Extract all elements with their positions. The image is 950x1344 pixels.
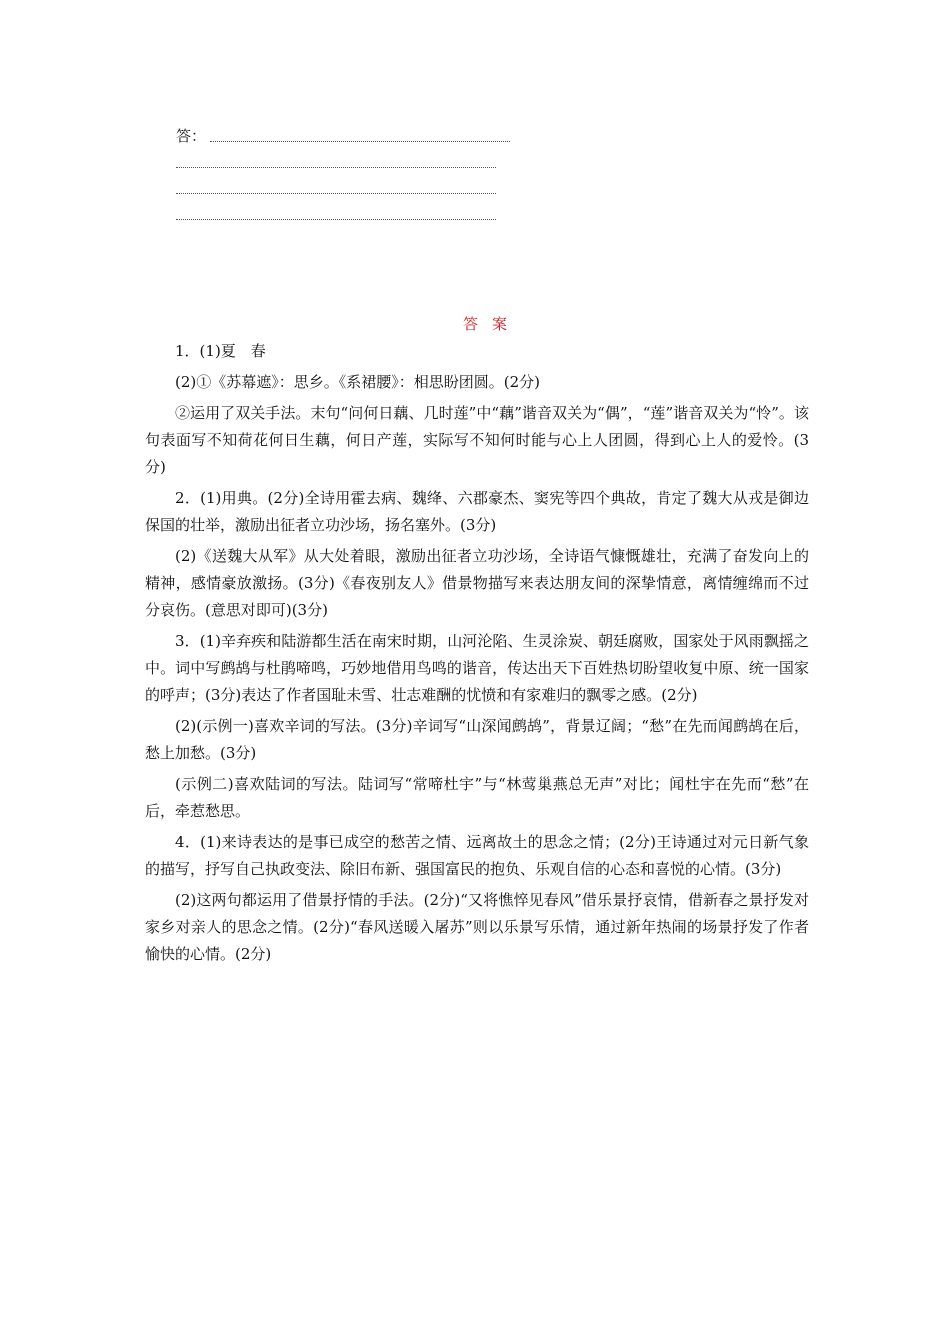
answer-row-2 xyxy=(176,146,516,172)
answer-paragraph: ②运用了双关手法。末句“问何日藕、几时莲”中“藕”谐音双关为“偶”，“莲”谐音双关为“怜”。该句表面写不知荷花何日生藕，何日产莲，实际写不知何时能与心上人团圆，得到心上人的爱怜。(3分) xyxy=(145,404,809,476)
answer-blank-line[interactable] xyxy=(210,141,510,142)
answer-paragraph: (2)①《苏幕遮》：思乡。《系裙腰》：相思盼团圆。(2分) xyxy=(175,373,540,391)
answer-paragraph: 2．(1)用典。(2分)全诗用霍去病、魏绛、六郡豪杰、窦宪等四个典故，肯定了魏大从戎是御边保国的壮举，激励出征者立功沙场，扬名塞外。(3分) xyxy=(145,489,809,534)
answer-area xyxy=(176,120,516,224)
answer-paragraph: (2)(示例一)喜欢辛词的写法。(3分)辛词写“山深闻鹧鸪”，背景辽阔；“愁”在先而闻鹧鸪在后，愁上加愁。(3分) xyxy=(145,717,809,762)
answers-body xyxy=(145,338,809,972)
answer-paragraph: (2)这两句都运用了借景抒情的手法。(2分)“又将憔悴见春风”借乐景抒哀情，借新春之景抒发对家乡对亲人的思念之情。(2分)“春风送暖入屠苏”则以乐景写乐情，通过新年热闹的场景抒发了作者愉快的心情。(2分) xyxy=(145,891,809,963)
answer-paragraph: 4．(1)来诗表达的是事已成空的愁苦之情、远离故土的思念之情；(2分)王诗通过对元日新气象的描写，抒写自己执政变法、除旧布新、强国富民的抱负、乐观自信的心态和喜悦的心情。(3分) xyxy=(145,833,809,878)
answer-blank-line[interactable] xyxy=(176,193,496,194)
answer-paragraph: 1．(1)夏 春 xyxy=(175,342,266,360)
answers-heading: 答案 xyxy=(462,315,521,333)
answer-row-1 xyxy=(176,120,516,146)
answer-paragraph: (2)《送魏大从军》从大处着眼，激励出征者立功沙场，全诗语气慷慨雄壮，充满了奋发向上的精神，感情豪放激扬。(3分)《春夜别友人》借景物描写来表达朋友间的深挚情意，离情缠绵而不过分哀伤。(意思对即可)(3分) xyxy=(145,547,809,619)
answer-paragraph: (示例二)喜欢陆词的写法。陆词写“常啼杜宇”与“林莺巢燕总无声”对比；闻杜宇在先而“愁”在后，牵惹愁思。 xyxy=(145,775,809,820)
answer-paragraph: 3．(1)辛弃疾和陆游都生活在南宋时期，山河沦陷、生灵涂炭、朝廷腐败，国家处于风雨飘摇之中。词中写鹧鸪与杜鹃啼鸣，巧妙地借用鸟鸣的谐音，传达出天下百姓热切盼望收复中原、统一国家的呼声；(3分)表达了作者国耻未雪、壮志难酬的忧愤和有家难归的飘零之感。(2分) xyxy=(145,632,809,704)
answer-blank-line[interactable] xyxy=(176,219,496,220)
answer-row-4 xyxy=(176,198,516,224)
answer-row-3 xyxy=(176,172,516,198)
answer-label: 答： xyxy=(176,127,207,145)
answer-blank-line[interactable] xyxy=(176,167,496,168)
